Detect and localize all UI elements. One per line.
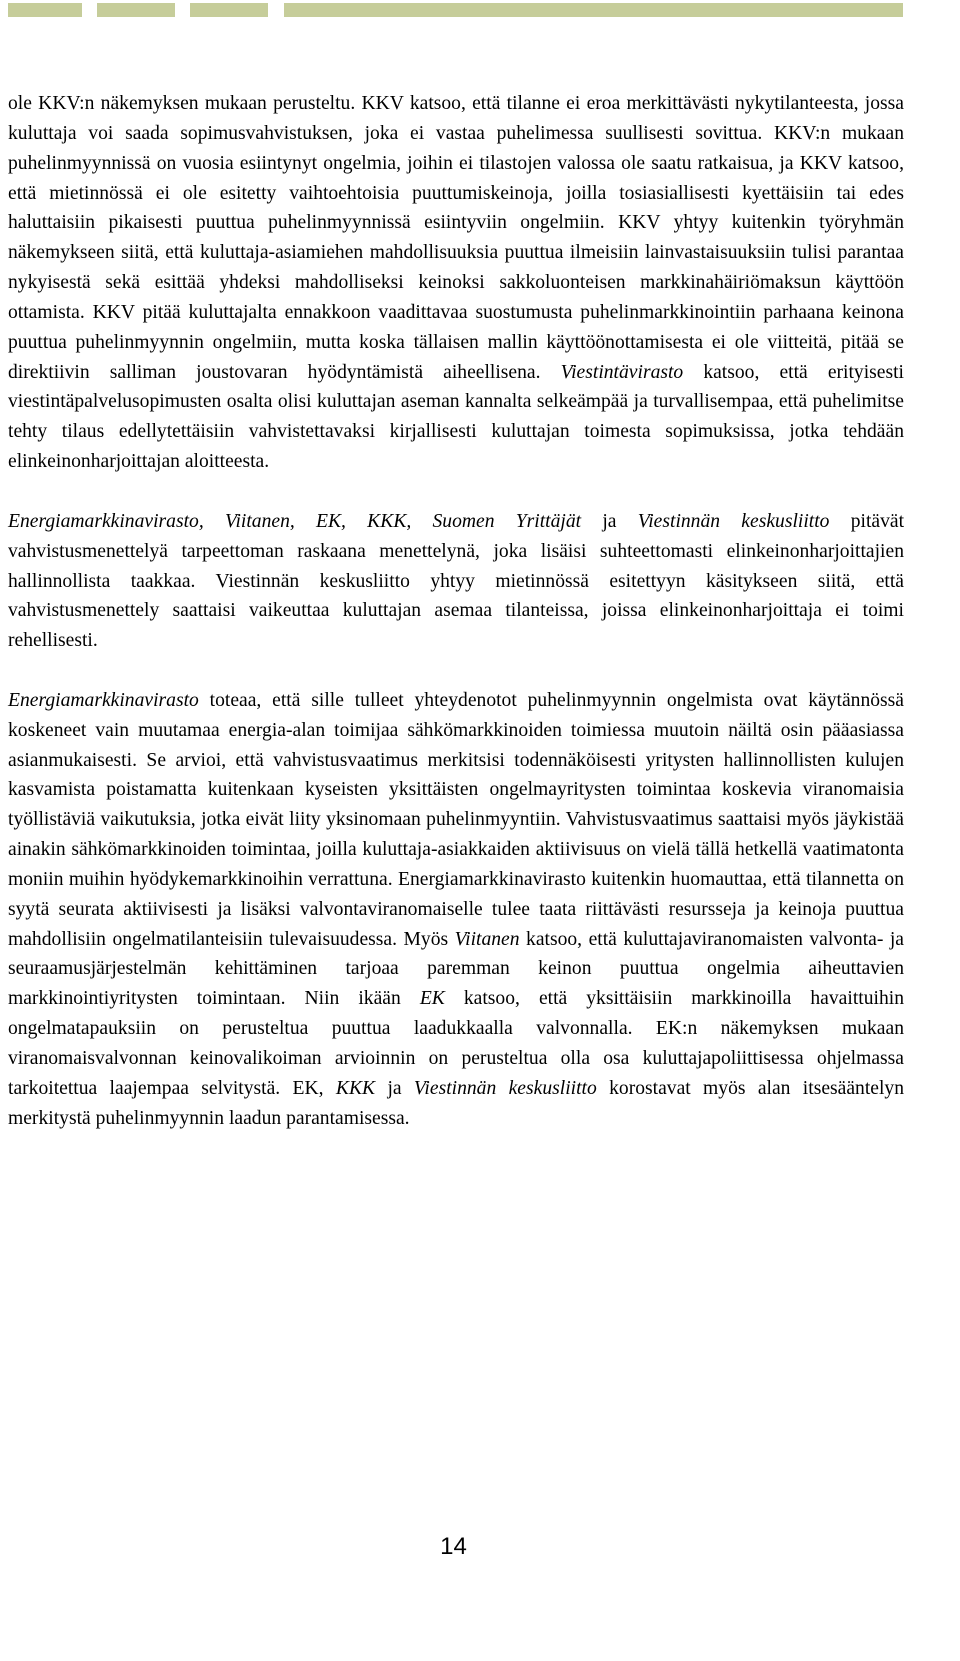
text-run: katsoo, että erityisesti viestintäpalvelusopimusten osalta olisi kuluttajan aseman kannalta selkeämpää ja turvallisempaa, että puhelimitse tehty tilaus edellytettäisiin vahvistettavaksi kirjallisesti kuluttajan toimesta sopimuksissa, jotka tehdään elinkeinonharjoittajan aloitteesta. <box>8 361 904 473</box>
text-run: ja <box>581 510 638 532</box>
italic-text-run: Energiamarkkinavirasto <box>8 689 199 711</box>
header-bar-segment <box>284 3 903 17</box>
text-run: katsoo, että yksittäisiin markkinoilla havaittuihin ongelmatapauksiin on perusteltua puuttua laadukkaalla valvonnalla. EK:n näkemyksen mukaan viranomaisvalvonnan keinovalikoiman arvioinnin on perusteltua olla osa kuluttajapoliittisessa ohjelmassa tarkoitettua laajempaa selvitystä. EK, <box>8 988 904 1099</box>
page-number: 14 <box>440 1533 467 1560</box>
paragraph <box>8 89 904 477</box>
italic-text-run: Viestinnän keskusliitto <box>637 510 830 532</box>
header-bar-segment <box>8 3 82 17</box>
text-run: toteaa, että sille tulleet yhteydenotot puhelinmyynnin ongelmista ovat käytännössä koskeneet vain muutamaa energia-alan toimijaa sähkömarkkinoiden toimiessa muutoin näiltä osin pääasiassa asianmukaisesti. Se arvioi, että vahvistusvaatimus merkitsisi todennäköisesti yritysten hallinnollisten kulujen kasvamista poistamatta kuitenkaan kyseisten yksittäisten ongelmayritysten toimintaa koskevia viranomaisia työllistäviä vaikutuksia, jotka eivät liity yksinomaan puhelinmyyntiin. Vahvistusvaatimus saattaisi myös jäykistää ainakin sähkömarkkinoiden toimintaa, joilla kuluttaja-asiakkaiden aktiivisuus on vielä tällä hetkellä vaatimatonta moniin muihin hyödykemarkkinoihin verrattuna. Energiamarkkinavirasto kuitenkin huomauttaa, että tilannetta on syytä seurata aktiivisesti ja lisäksi valvontaviranomaiselle tulee taata riittävästi resursseja ja keinoja puuttua mahdollisiin ongelmatilanteisiin tulevaisuudessa. Myös <box>8 689 904 950</box>
document-body <box>8 89 904 1134</box>
paragraph <box>8 507 904 656</box>
italic-text-run: KKK <box>335 1077 376 1099</box>
paragraph <box>8 686 904 1134</box>
header-bar <box>0 3 960 17</box>
italic-text-run: Energiamarkkinavirasto, Viitanen, EK, KKK, Suomen Yrittäjät <box>8 510 582 532</box>
header-bar-segment <box>97 3 175 17</box>
text-run: ja <box>375 1077 414 1099</box>
text-run: pitävät vahvistusmenettelyä tarpeettoman raskaana menettelynä, joka lisäisi suhteettomasti elinkeinonharjoittajien hallinnollista taakkaa. Viestinnän keskusliitto yhtyy mietinnössä esitettyyn käsitykseen siitä, että vahvistusmenettely saattaisi vaikeuttaa kuluttajan asemaa tilanteissa, joissa elinkeinonharjoittaja ei toimi rehellisesti. <box>8 510 905 652</box>
italic-text-run: Viestinnän keskusliitto <box>413 1077 597 1099</box>
text-run: korostavat myös alan itsesääntelyn merkitystä puhelinmyynnin laadun parantamisessa. <box>8 1077 905 1129</box>
text-run: katsoo, että kuluttajaviranomaisten valvonta- ja seuraamusjärjestelmän kehittäminen tarjoaa paremman keinon puuttua ongelmia aiheuttavien markkinointiyritysten toimintaan. Niin ikään <box>8 928 904 1010</box>
text-run: ole KKV:n näkemyksen mukaan perusteltu. KKV katsoo, että tilanne ei eroa merkittävästi nykytilanteesta, jossa kuluttaja voi saada sopimusvahvistuksen, joka ei vastaa puhelimessa suullisesti sovittua. KKV:n mukaan puhelinmyynnissä on vuosia esiintynyt ongelmia, joihin ei tilastojen valossa ole saatu ratkaisua, ja KKV katsoo, että mietinnössä ei ole esitetty vaihtoehtoisia puuttumiskeinoja, joilla tosiasiallisesti kyettäisiin tai edes haluttaisiin pikaisesti puuttua puhelinmyynnissä esiintyviin ongelmiin. KKV yhtyy kuitenkin työryhmän näkemykseen siitä, että kuluttaja-asiamiehen mahdollisuuksia puuttua ilmeisiin lainvastaisuuksiin tulisi parantaa nykyisestä sekä esittää yhdeksi mahdolliseksi keinoksi sakkoluonteisen markkinahäiriömaksun käyttöön ottamista. KKV pitää kuluttajalta ennakkoon vaadittavaa suostumusta puhelinmarkkinointiin parhaana keinona puuttua puhelinmyynnin ongelmiin, mutta koska tällaisen mallin käyttöönottamisesta ei ole viitteitä, pitää se direktiivin salliman joustovaran hyödyntämistä aiheellisena. <box>8 93 904 383</box>
header-bar-segment <box>190 3 268 17</box>
italic-text-run: EK <box>419 988 445 1010</box>
italic-text-run: Viestintävirasto <box>560 361 684 383</box>
italic-text-run: Viitanen <box>454 928 520 950</box>
